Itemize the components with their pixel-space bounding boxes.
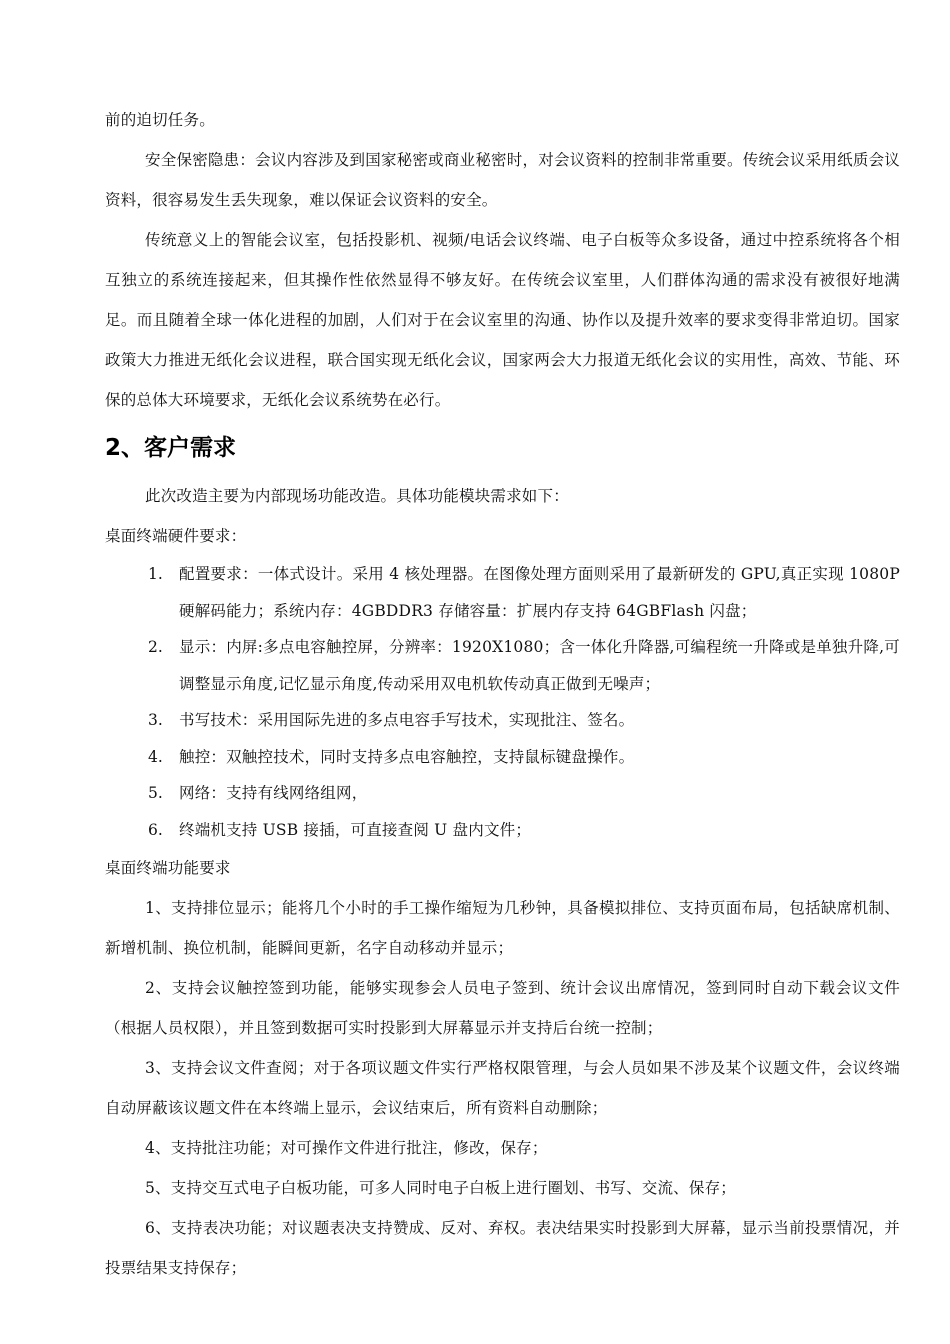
list-item [105,812,900,849]
list-number: 1. [148,565,163,583]
paragraph-traditional-meeting-room: 传统意义上的智能会议室，包括投影机、视频/电话会议终端、电子白板等众多设备，通过中控系统将各个相互独立的系统连接起来，但其操作性依然显得不够友好。在传统会议室里，人们群体沟通的需求没有被很好地满足。而且随着全球一体化进程的加剧，人们对于在会议室里的沟通、协作以及提升效率的要求变得非常迫切。国家政策大力推进无纸化会议进程，联合国实现无纸化会议，国家两会大力报道无纸化会议的实用性，高效、节能、环保的总体大环境要求，无纸化会议系统势在必行。 [105,231,900,409]
list-number: 3. [148,711,163,729]
list-text: 网络：支持有线网络组网， [179,784,368,802]
section-heading-customer-requirements: 2、客户需求 [105,435,237,461]
list-text: 显示：内屏:多点电容触控屏，分辨率：1920X1080；含一体化升降器,可编程统一升降或是单独升降,可调整显示角度,记忆显示角度,传动采用双电机软传动真正做到无噪声； [179,638,900,693]
function-requirements-title: 桌面终端功能要求 [105,859,231,877]
list-item [105,739,900,776]
list-number: 5. [148,784,163,802]
paragraph-security-risk: 安全保密隐患：会议内容涉及到国家秘密或商业秘密时，对会议资料的控制非常重要。传统会议采用纸质会议资料，很容易发生丢失现象，难以保证会议资料的安全。 [105,151,900,209]
paragraph-continuation: 前的迫切任务。 [105,111,215,129]
function-item-document-view: 3、支持会议文件查阅；对于各项议题文件实行严格权限管理，与会人员如果不涉及某个议题文件，会议终端自动屏蔽该议题文件在本终端上显示，会议结束后，所有资料自动删除； [105,1059,900,1117]
list-item [105,556,900,629]
list-item [105,702,900,739]
list-number: 2. [148,638,163,656]
function-item-sign-in: 2、支持会议触控签到功能，能够实现参会人员电子签到、统计会议出席情况，签到同时自动下载会议文件（根据人员权限），并且签到数据可实时投影到大屏幕显示并支持后台统一控制； [105,979,900,1037]
list-item [105,775,900,812]
list-text: 终端机支持 USB 接插，可直接查阅 U 盘内文件； [179,820,532,839]
list-text: 书写技术：采用国际先进的多点电容手写技术，实现批注、签名。 [179,711,635,729]
section-intro: 此次改造主要为内部现场功能改造。具体功能模块需求如下： [145,487,569,505]
list-text: 配置要求：一体式设计。采用 4 核处理器。在图像处理方面则采用了最新研发的 GPU,真正实现 1080P 硬解码能力；系统内存：4GBDDR3 存储容量：扩展内存支持 64GBFlash 闪盘； [179,565,900,620]
hardware-requirements-title: 桌面终端硬件要求： [105,527,247,545]
list-number: 4. [148,747,163,766]
list-text: 触控：双触控技术，同时支持多点电容触控，支持鼠标键盘操作。 [179,747,635,766]
function-item-voting: 6、支持表决功能；对议题表决支持赞成、反对、弃权。表决结果实时投影到大屏幕，显示当前投票情况，并投票结果支持保存； [105,1219,900,1277]
hardware-requirements-list [105,556,900,848]
document-body [105,100,900,1288]
list-item [105,629,900,702]
function-item-seating: 1、支持排位显示；能将几个小时的手工操作缩短为几秒钟，具备模拟排位、支持页面布局，包括缺席机制、新增机制、换位机制，能瞬间更新，名字自动移动并显示； [105,899,900,957]
list-number: 6. [148,820,163,839]
function-item-whiteboard: 5、支持交互式电子白板功能，可多人同时电子白板上进行圈划、书写、交流、保存； [145,1179,736,1197]
function-item-annotation: 4、支持批注功能；对可操作文件进行批注，修改，保存； [145,1139,548,1157]
